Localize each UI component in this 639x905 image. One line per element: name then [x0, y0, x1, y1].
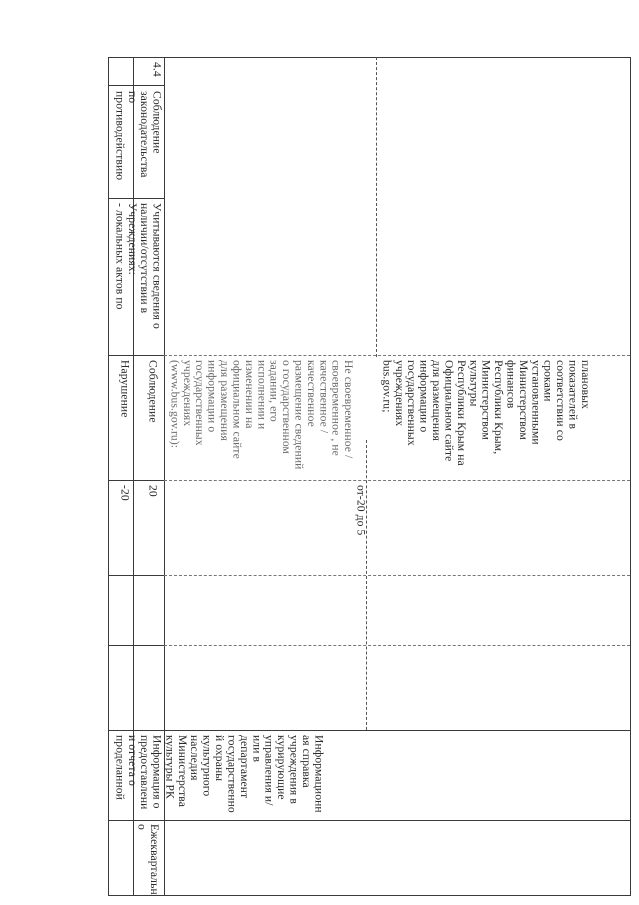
- table-left-border: [108, 57, 109, 895]
- violation-label: Нарушение: [118, 360, 132, 418]
- row-divider: [108, 575, 164, 576]
- table-bottom-border: [108, 895, 631, 896]
- criterion-text: Соблюдение законодательства по противодействию: [113, 91, 164, 181]
- row-divider: [108, 198, 164, 199]
- row-divider: [108, 730, 631, 731]
- row-divider: [108, 85, 164, 86]
- description-text: Учитываются сведения о наличии/отсутствии в Учреждениях: - локальных актов по: [113, 203, 164, 329]
- row-divider: [164, 480, 630, 481]
- period-text: Ежеквартальн о: [135, 824, 161, 895]
- row-number: 4.4: [150, 62, 164, 77]
- source-upper-text: Информационн ая справка учреждения в курирующие управления и/ или в департамент государственно й охраны культурного наследия Министерства культуры РК: [163, 735, 326, 813]
- row-divider: [164, 575, 630, 576]
- table-right-border: [630, 57, 631, 895]
- score-range: от-20 до 5: [354, 485, 368, 536]
- row-divider: [108, 355, 164, 356]
- indicator-lower-text: Не своевременное / своевременное , не качественное / качественное размещение сведений о государственном задании, его исполнении и изменении на официальном сайте для размещения информации о государственных учреждениях (www.bus.gov.ru):: [168, 360, 356, 470]
- subrow-divider: [366, 440, 367, 730]
- row-divider: [108, 480, 164, 481]
- table-top-border: [108, 57, 631, 58]
- compliance-label: Соблюдение: [146, 360, 160, 423]
- row-divider: [108, 645, 164, 646]
- indicator-upper-text: плановых показателей в соответствии со сроками установленными Министерством финансов Республики Крым, Министерством культуры Республики Крым на Официальном сайте для размещения информации о государственных учреждениях bus.gov.ru;: [380, 360, 592, 466]
- source-lower-text: Информация о предоставлени и отчета о проделанной: [113, 735, 164, 810]
- row-divider: [164, 645, 630, 646]
- score-compliance: 20: [146, 485, 160, 497]
- row-divider: [108, 820, 631, 821]
- subrow-divider: [376, 57, 377, 357]
- score-violation: -20: [118, 485, 132, 501]
- row-divider: [164, 355, 630, 356]
